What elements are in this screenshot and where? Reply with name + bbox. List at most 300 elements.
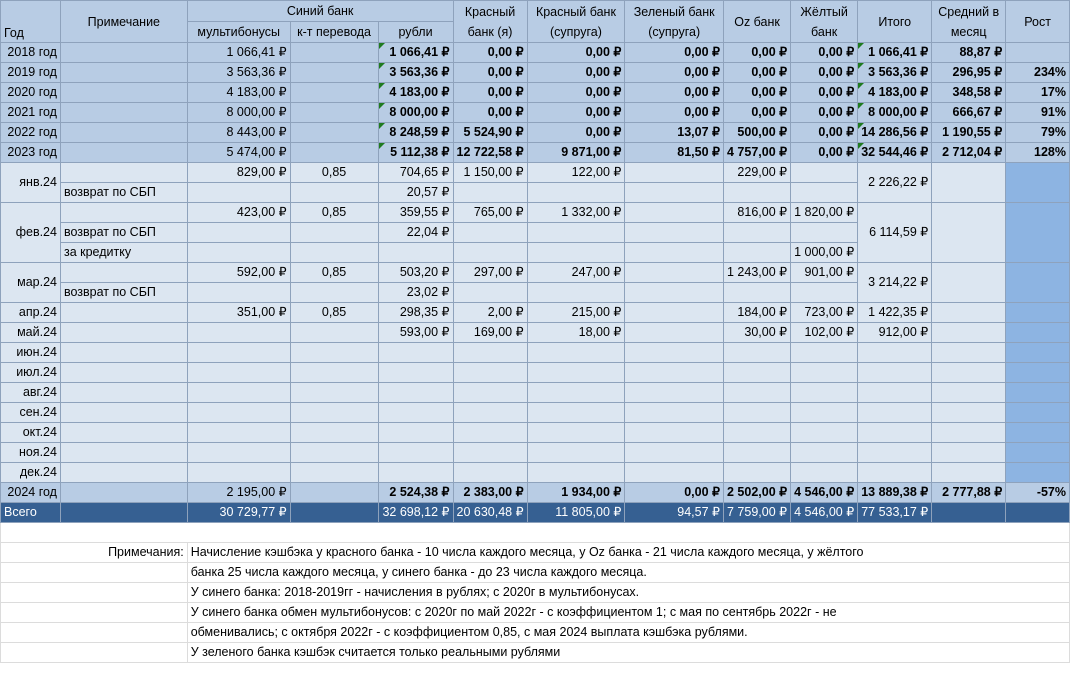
- growth-cell[interactable]: [1006, 463, 1070, 483]
- note-cell[interactable]: [60, 63, 187, 83]
- yellow-cell[interactable]: 4 546,00 ₽: [791, 483, 858, 503]
- rubles-cell[interactable]: 4 183,00 ₽: [378, 83, 453, 103]
- red-me-cell[interactable]: 169,00 ₽: [453, 323, 527, 343]
- red-spouse-cell[interactable]: 247,00 ₽: [527, 263, 625, 283]
- rubles-cell[interactable]: 298,35 ₽: [378, 303, 453, 323]
- rubles-cell[interactable]: [378, 383, 453, 403]
- rate-cell[interactable]: [290, 403, 378, 423]
- note-line[interactable]: У синего банка: 2018-2019гг - начисления в рублях; с 2020г в мультибонусах.: [187, 583, 1069, 603]
- header-rate[interactable]: к-т перевода: [290, 22, 378, 43]
- total-cell[interactable]: 77 533,17 ₽: [858, 503, 932, 523]
- red-spouse-cell[interactable]: [527, 463, 625, 483]
- note-cell[interactable]: [60, 363, 187, 383]
- multibonus-cell[interactable]: [187, 443, 290, 463]
- oz-cell[interactable]: [724, 223, 791, 243]
- red-me-cell[interactable]: 0,00 ₽: [453, 63, 527, 83]
- oz-cell[interactable]: 2 502,00 ₽: [724, 483, 791, 503]
- oz-cell[interactable]: 30,00 ₽: [724, 323, 791, 343]
- rubles-cell[interactable]: [378, 443, 453, 463]
- multibonus-cell[interactable]: [187, 283, 290, 303]
- growth-cell[interactable]: [1006, 43, 1070, 63]
- green-cell[interactable]: [625, 423, 724, 443]
- total-cell[interactable]: 2 226,22 ₽: [858, 163, 932, 203]
- month-label[interactable]: янв.24: [1, 163, 61, 203]
- header-year[interactable]: Год: [1, 1, 61, 43]
- rate-cell[interactable]: [290, 103, 378, 123]
- red-me-cell[interactable]: [453, 463, 527, 483]
- red-me-cell[interactable]: 1 150,00 ₽: [453, 163, 527, 183]
- yellow-cell[interactable]: 0,00 ₽: [791, 143, 858, 163]
- rate-cell[interactable]: [290, 143, 378, 163]
- red-me-cell[interactable]: [453, 243, 527, 263]
- yellow-cell[interactable]: [791, 443, 858, 463]
- note-line[interactable]: обменивались; с октября 2022г - с коэффициентом 0,85, с мая 2024 выплата кэшбэка рублями.: [187, 623, 1069, 643]
- yellow-cell[interactable]: [791, 223, 858, 243]
- green-cell[interactable]: [625, 283, 724, 303]
- rate-cell[interactable]: [290, 223, 378, 243]
- oz-cell[interactable]: [724, 363, 791, 383]
- yellow-cell[interactable]: 1 820,00 ₽: [791, 203, 858, 223]
- multibonus-cell[interactable]: [187, 423, 290, 443]
- note-line[interactable]: У синего банка обмен мультибонусов: с 2020г по май 2022г - с коэффициентом 1; с мая по сентябрь 2022г - не: [187, 603, 1069, 623]
- red-spouse-cell[interactable]: 0,00 ₽: [527, 83, 625, 103]
- header-rubles[interactable]: рубли: [378, 22, 453, 43]
- rate-cell[interactable]: [290, 483, 378, 503]
- oz-cell[interactable]: [724, 283, 791, 303]
- green-cell[interactable]: 13,07 ₽: [625, 123, 724, 143]
- growth-cell[interactable]: 234%: [1006, 63, 1070, 83]
- avg-cell[interactable]: [932, 343, 1006, 363]
- multibonus-cell[interactable]: 3 563,36 ₽: [187, 63, 290, 83]
- avg-cell[interactable]: 348,58 ₽: [932, 83, 1006, 103]
- oz-cell[interactable]: 0,00 ₽: [724, 63, 791, 83]
- avg-cell[interactable]: [932, 383, 1006, 403]
- green-cell[interactable]: [625, 363, 724, 383]
- oz-cell[interactable]: [724, 463, 791, 483]
- green-cell[interactable]: 0,00 ₽: [625, 103, 724, 123]
- avg-cell[interactable]: 1 190,55 ₽: [932, 123, 1006, 143]
- multibonus-cell[interactable]: 592,00 ₽: [187, 263, 290, 283]
- red-spouse-cell[interactable]: 18,00 ₽: [527, 323, 625, 343]
- red-spouse-cell[interactable]: [527, 383, 625, 403]
- header-red-bank-me[interactable]: Красный банк (я): [453, 1, 527, 43]
- note-cell[interactable]: [60, 203, 187, 223]
- note-cell[interactable]: [60, 503, 187, 523]
- rate-cell[interactable]: 0,85: [290, 203, 378, 223]
- avg-cell[interactable]: 88,87 ₽: [932, 43, 1006, 63]
- rate-cell[interactable]: 0,85: [290, 163, 378, 183]
- red-spouse-cell[interactable]: [527, 423, 625, 443]
- note-cell[interactable]: [60, 483, 187, 503]
- rate-cell[interactable]: [290, 283, 378, 303]
- rate-cell[interactable]: [290, 503, 378, 523]
- oz-cell[interactable]: 816,00 ₽: [724, 203, 791, 223]
- note-spacer[interactable]: [1, 603, 188, 623]
- oz-cell[interactable]: [724, 243, 791, 263]
- rate-cell[interactable]: [290, 63, 378, 83]
- rate-cell[interactable]: [290, 463, 378, 483]
- header-oz-bank[interactable]: Oz банк: [724, 1, 791, 43]
- month-label[interactable]: фев.24: [1, 203, 61, 263]
- yellow-cell[interactable]: [791, 183, 858, 203]
- growth-cell[interactable]: 91%: [1006, 103, 1070, 123]
- growth-cell[interactable]: [1006, 423, 1070, 443]
- total-cell[interactable]: 8 000,00 ₽: [858, 103, 932, 123]
- red-me-cell[interactable]: 12 722,58 ₽: [453, 143, 527, 163]
- note-cell[interactable]: [60, 423, 187, 443]
- red-spouse-cell[interactable]: 122,00 ₽: [527, 163, 625, 183]
- red-me-cell[interactable]: 0,00 ₽: [453, 83, 527, 103]
- yellow-cell[interactable]: [791, 163, 858, 183]
- multibonus-cell[interactable]: 8 000,00 ₽: [187, 103, 290, 123]
- red-me-cell[interactable]: [453, 443, 527, 463]
- rubles-cell[interactable]: 8 248,59 ₽: [378, 123, 453, 143]
- yellow-cell[interactable]: 4 546,00 ₽: [791, 503, 858, 523]
- yellow-cell[interactable]: [791, 363, 858, 383]
- note-line[interactable]: У зеленого банка кэшбэк считается только реальными рублями: [187, 643, 1069, 663]
- red-me-cell[interactable]: [453, 363, 527, 383]
- multibonus-cell[interactable]: [187, 243, 290, 263]
- avg-cell[interactable]: 2 712,04 ₽: [932, 143, 1006, 163]
- rate-cell[interactable]: 0,85: [290, 303, 378, 323]
- note-spacer[interactable]: [1, 563, 188, 583]
- rate-cell[interactable]: [290, 83, 378, 103]
- yellow-cell[interactable]: [791, 343, 858, 363]
- growth-cell[interactable]: [1006, 403, 1070, 423]
- yellow-cell[interactable]: 0,00 ₽: [791, 63, 858, 83]
- oz-cell[interactable]: 229,00 ₽: [724, 163, 791, 183]
- total-cell[interactable]: 912,00 ₽: [858, 323, 932, 343]
- growth-cell[interactable]: -57%: [1006, 483, 1070, 503]
- growth-cell[interactable]: [1006, 263, 1070, 303]
- red-me-cell[interactable]: [453, 283, 527, 303]
- green-cell[interactable]: [625, 243, 724, 263]
- yellow-cell[interactable]: [791, 383, 858, 403]
- red-spouse-cell[interactable]: 9 871,00 ₽: [527, 143, 625, 163]
- oz-cell[interactable]: [724, 443, 791, 463]
- month-label[interactable]: июл.24: [1, 363, 61, 383]
- green-cell[interactable]: [625, 303, 724, 323]
- rate-cell[interactable]: [290, 363, 378, 383]
- header-blue-bank[interactable]: Синий банк: [187, 1, 453, 22]
- red-me-cell[interactable]: [453, 343, 527, 363]
- note-cell[interactable]: [60, 103, 187, 123]
- green-cell[interactable]: 0,00 ₽: [625, 63, 724, 83]
- yellow-cell[interactable]: 723,00 ₽: [791, 303, 858, 323]
- total-cell[interactable]: [858, 363, 932, 383]
- note-cell[interactable]: [60, 383, 187, 403]
- avg-cell[interactable]: [932, 403, 1006, 423]
- oz-cell[interactable]: 4 757,00 ₽: [724, 143, 791, 163]
- multibonus-cell[interactable]: 4 183,00 ₽: [187, 83, 290, 103]
- multibonus-cell[interactable]: 351,00 ₽: [187, 303, 290, 323]
- total-cell[interactable]: 1 066,41 ₽: [858, 43, 932, 63]
- note-cell[interactable]: [60, 403, 187, 423]
- yellow-cell[interactable]: [791, 283, 858, 303]
- avg-cell[interactable]: 296,95 ₽: [932, 63, 1006, 83]
- avg-cell[interactable]: [932, 163, 1006, 203]
- total-label[interactable]: Всего: [1, 503, 61, 523]
- note-cell[interactable]: [60, 443, 187, 463]
- green-cell[interactable]: 0,00 ₽: [625, 483, 724, 503]
- green-cell[interactable]: [625, 223, 724, 243]
- total-cell[interactable]: 13 889,38 ₽: [858, 483, 932, 503]
- green-cell[interactable]: [625, 183, 724, 203]
- green-cell[interactable]: 0,00 ₽: [625, 43, 724, 63]
- header-green-bank-spouse[interactable]: Зеленый банк (супруга): [625, 1, 724, 43]
- rubles-cell[interactable]: 32 698,12 ₽: [378, 503, 453, 523]
- total-cell[interactable]: 4 183,00 ₽: [858, 83, 932, 103]
- green-cell[interactable]: [625, 323, 724, 343]
- red-me-cell[interactable]: 297,00 ₽: [453, 263, 527, 283]
- oz-cell[interactable]: 1 243,00 ₽: [724, 263, 791, 283]
- yellow-cell[interactable]: [791, 463, 858, 483]
- rubles-cell[interactable]: 704,65 ₽: [378, 163, 453, 183]
- note-cell[interactable]: [60, 303, 187, 323]
- header-red-bank-spouse[interactable]: Красный банк (супруга): [527, 1, 625, 43]
- note-cell[interactable]: возврат по СБП: [60, 183, 187, 203]
- total-cell[interactable]: [858, 403, 932, 423]
- rubles-cell[interactable]: [378, 463, 453, 483]
- avg-cell[interactable]: [932, 363, 1006, 383]
- month-label[interactable]: окт.24: [1, 423, 61, 443]
- growth-cell[interactable]: 128%: [1006, 143, 1070, 163]
- note-cell[interactable]: [60, 323, 187, 343]
- oz-cell[interactable]: [724, 423, 791, 443]
- note-cell[interactable]: возврат по СБП: [60, 283, 187, 303]
- green-cell[interactable]: [625, 203, 724, 223]
- red-me-cell[interactable]: 765,00 ₽: [453, 203, 527, 223]
- month-label[interactable]: июн.24: [1, 343, 61, 363]
- growth-cell[interactable]: 79%: [1006, 123, 1070, 143]
- growth-cell[interactable]: [1006, 443, 1070, 463]
- green-cell[interactable]: [625, 443, 724, 463]
- avg-cell[interactable]: [932, 443, 1006, 463]
- rate-cell[interactable]: [290, 423, 378, 443]
- multibonus-cell[interactable]: 423,00 ₽: [187, 203, 290, 223]
- multibonus-cell[interactable]: [187, 183, 290, 203]
- multibonus-cell[interactable]: [187, 463, 290, 483]
- red-me-cell[interactable]: 0,00 ₽: [453, 43, 527, 63]
- total-cell[interactable]: 1 422,35 ₽: [858, 303, 932, 323]
- green-cell[interactable]: [625, 263, 724, 283]
- red-spouse-cell[interactable]: [527, 403, 625, 423]
- rubles-cell[interactable]: 503,20 ₽: [378, 263, 453, 283]
- month-label[interactable]: авг.24: [1, 383, 61, 403]
- yellow-cell[interactable]: 1 000,00 ₽: [791, 243, 858, 263]
- yellow-cell[interactable]: 0,00 ₽: [791, 123, 858, 143]
- red-spouse-cell[interactable]: [527, 183, 625, 203]
- year-label[interactable]: 2018 год: [1, 43, 61, 63]
- note-spacer[interactable]: [1, 643, 188, 663]
- year-label[interactable]: 2023 год: [1, 143, 61, 163]
- note-cell[interactable]: [60, 343, 187, 363]
- header-multibonus[interactable]: мультибонусы: [187, 22, 290, 43]
- month-label[interactable]: дек.24: [1, 463, 61, 483]
- multibonus-cell[interactable]: 8 443,00 ₽: [187, 123, 290, 143]
- red-spouse-cell[interactable]: 1 934,00 ₽: [527, 483, 625, 503]
- month-label[interactable]: сен.24: [1, 403, 61, 423]
- note-cell[interactable]: [60, 43, 187, 63]
- rubles-cell[interactable]: 23,02 ₽: [378, 283, 453, 303]
- total-cell[interactable]: [858, 463, 932, 483]
- rate-cell[interactable]: 0,85: [290, 263, 378, 283]
- green-cell[interactable]: [625, 343, 724, 363]
- header-note[interactable]: Примечание: [60, 1, 187, 43]
- yellow-cell[interactable]: [791, 403, 858, 423]
- oz-cell[interactable]: 0,00 ₽: [724, 43, 791, 63]
- rubles-cell[interactable]: [378, 403, 453, 423]
- avg-cell[interactable]: [932, 463, 1006, 483]
- growth-cell[interactable]: [1006, 383, 1070, 403]
- multibonus-cell[interactable]: [187, 223, 290, 243]
- notes-label[interactable]: Примечания:: [1, 543, 188, 563]
- oz-cell[interactable]: 184,00 ₽: [724, 303, 791, 323]
- rubles-cell[interactable]: 359,55 ₽: [378, 203, 453, 223]
- red-spouse-cell[interactable]: [527, 363, 625, 383]
- yellow-cell[interactable]: 901,00 ₽: [791, 263, 858, 283]
- total-cell[interactable]: [858, 443, 932, 463]
- rubles-cell[interactable]: [378, 343, 453, 363]
- red-me-cell[interactable]: 20 630,48 ₽: [453, 503, 527, 523]
- header-total[interactable]: Итого: [858, 1, 932, 43]
- red-me-cell[interactable]: [453, 423, 527, 443]
- yellow-cell[interactable]: 0,00 ₽: [791, 83, 858, 103]
- growth-cell[interactable]: [1006, 303, 1070, 323]
- green-cell[interactable]: 94,57 ₽: [625, 503, 724, 523]
- year-label[interactable]: 2024 год: [1, 483, 61, 503]
- total-cell[interactable]: 14 286,56 ₽: [858, 123, 932, 143]
- rubles-cell[interactable]: 593,00 ₽: [378, 323, 453, 343]
- month-label[interactable]: мар.24: [1, 263, 61, 303]
- oz-cell[interactable]: 7 759,00 ₽: [724, 503, 791, 523]
- oz-cell[interactable]: 0,00 ₽: [724, 103, 791, 123]
- multibonus-cell[interactable]: [187, 323, 290, 343]
- rubles-cell[interactable]: 8 000,00 ₽: [378, 103, 453, 123]
- rubles-cell[interactable]: 22,04 ₽: [378, 223, 453, 243]
- rubles-cell[interactable]: 2 524,38 ₽: [378, 483, 453, 503]
- red-spouse-cell[interactable]: [527, 243, 625, 263]
- oz-cell[interactable]: 0,00 ₽: [724, 83, 791, 103]
- red-spouse-cell[interactable]: 0,00 ₽: [527, 63, 625, 83]
- red-spouse-cell[interactable]: [527, 443, 625, 463]
- multibonus-cell[interactable]: 829,00 ₽: [187, 163, 290, 183]
- avg-cell[interactable]: [932, 303, 1006, 323]
- note-cell[interactable]: [60, 263, 187, 283]
- growth-cell[interactable]: [1006, 343, 1070, 363]
- rubles-cell[interactable]: 5 112,38 ₽: [378, 143, 453, 163]
- green-cell[interactable]: 81,50 ₽: [625, 143, 724, 163]
- red-spouse-cell[interactable]: 0,00 ₽: [527, 43, 625, 63]
- red-spouse-cell[interactable]: 11 805,00 ₽: [527, 503, 625, 523]
- red-spouse-cell[interactable]: [527, 223, 625, 243]
- rate-cell[interactable]: [290, 343, 378, 363]
- note-spacer[interactable]: [1, 583, 188, 603]
- month-label[interactable]: апр.24: [1, 303, 61, 323]
- avg-cell[interactable]: [932, 503, 1006, 523]
- green-cell[interactable]: [625, 463, 724, 483]
- yellow-cell[interactable]: [791, 423, 858, 443]
- yellow-cell[interactable]: 0,00 ₽: [791, 43, 858, 63]
- note-cell[interactable]: за кредитку: [60, 243, 187, 263]
- rubles-cell[interactable]: [378, 243, 453, 263]
- multibonus-cell[interactable]: 30 729,77 ₽: [187, 503, 290, 523]
- rate-cell[interactable]: [290, 383, 378, 403]
- green-cell[interactable]: [625, 403, 724, 423]
- multibonus-cell[interactable]: 1 066,41 ₽: [187, 43, 290, 63]
- avg-cell[interactable]: 2 777,88 ₽: [932, 483, 1006, 503]
- avg-cell[interactable]: [932, 263, 1006, 303]
- red-spouse-cell[interactable]: 1 332,00 ₽: [527, 203, 625, 223]
- growth-cell[interactable]: 17%: [1006, 83, 1070, 103]
- avg-cell[interactable]: [932, 423, 1006, 443]
- total-cell[interactable]: [858, 343, 932, 363]
- multibonus-cell[interactable]: 5 474,00 ₽: [187, 143, 290, 163]
- avg-cell[interactable]: [932, 203, 1006, 263]
- growth-cell[interactable]: [1006, 363, 1070, 383]
- blank-row[interactable]: [1, 523, 1070, 543]
- red-me-cell[interactable]: [453, 383, 527, 403]
- total-cell[interactable]: [858, 423, 932, 443]
- total-cell[interactable]: 6 114,59 ₽: [858, 203, 932, 263]
- red-spouse-cell[interactable]: 215,00 ₽: [527, 303, 625, 323]
- multibonus-cell[interactable]: [187, 343, 290, 363]
- total-cell[interactable]: [858, 383, 932, 403]
- rubles-cell[interactable]: [378, 363, 453, 383]
- rubles-cell[interactable]: [378, 423, 453, 443]
- oz-cell[interactable]: [724, 343, 791, 363]
- month-label[interactable]: май.24: [1, 323, 61, 343]
- rubles-cell[interactable]: 1 066,41 ₽: [378, 43, 453, 63]
- multibonus-cell[interactable]: [187, 403, 290, 423]
- note-cell[interactable]: возврат по СБП: [60, 223, 187, 243]
- red-spouse-cell[interactable]: 0,00 ₽: [527, 103, 625, 123]
- red-spouse-cell[interactable]: [527, 343, 625, 363]
- avg-cell[interactable]: 666,67 ₽: [932, 103, 1006, 123]
- note-cell[interactable]: [60, 463, 187, 483]
- rate-cell[interactable]: [290, 443, 378, 463]
- note-line[interactable]: Начисление кэшбэка у красного банка - 10 числа каждого месяца, у Oz банка - 21 числа каждого месяца, у жёлтого: [187, 543, 1069, 563]
- rate-cell[interactable]: [290, 323, 378, 343]
- red-me-cell[interactable]: 2,00 ₽: [453, 303, 527, 323]
- multibonus-cell[interactable]: [187, 383, 290, 403]
- green-cell[interactable]: [625, 383, 724, 403]
- multibonus-cell[interactable]: 2 195,00 ₽: [187, 483, 290, 503]
- total-cell[interactable]: 3 563,36 ₽: [858, 63, 932, 83]
- note-cell[interactable]: [60, 83, 187, 103]
- oz-cell[interactable]: [724, 383, 791, 403]
- total-cell[interactable]: 32 544,46 ₽: [858, 143, 932, 163]
- red-me-cell[interactable]: 2 383,00 ₽: [453, 483, 527, 503]
- rate-cell[interactable]: [290, 183, 378, 203]
- avg-cell[interactable]: [932, 323, 1006, 343]
- green-cell[interactable]: [625, 163, 724, 183]
- rubles-cell[interactable]: 3 563,36 ₽: [378, 63, 453, 83]
- year-label[interactable]: 2020 год: [1, 83, 61, 103]
- note-spacer[interactable]: [1, 623, 188, 643]
- year-label[interactable]: 2022 год: [1, 123, 61, 143]
- growth-cell[interactable]: [1006, 503, 1070, 523]
- oz-cell[interactable]: [724, 183, 791, 203]
- total-cell[interactable]: 3 214,22 ₽: [858, 263, 932, 303]
- oz-cell[interactable]: [724, 403, 791, 423]
- header-yellow-bank[interactable]: Жёлтый банк: [791, 1, 858, 43]
- note-line[interactable]: банка 25 числа каждого месяца, у синего банка - до 23 числа каждого месяца.: [187, 563, 1069, 583]
- year-label[interactable]: 2021 год: [1, 103, 61, 123]
- growth-cell[interactable]: [1006, 323, 1070, 343]
- red-me-cell[interactable]: [453, 403, 527, 423]
- note-cell[interactable]: [60, 123, 187, 143]
